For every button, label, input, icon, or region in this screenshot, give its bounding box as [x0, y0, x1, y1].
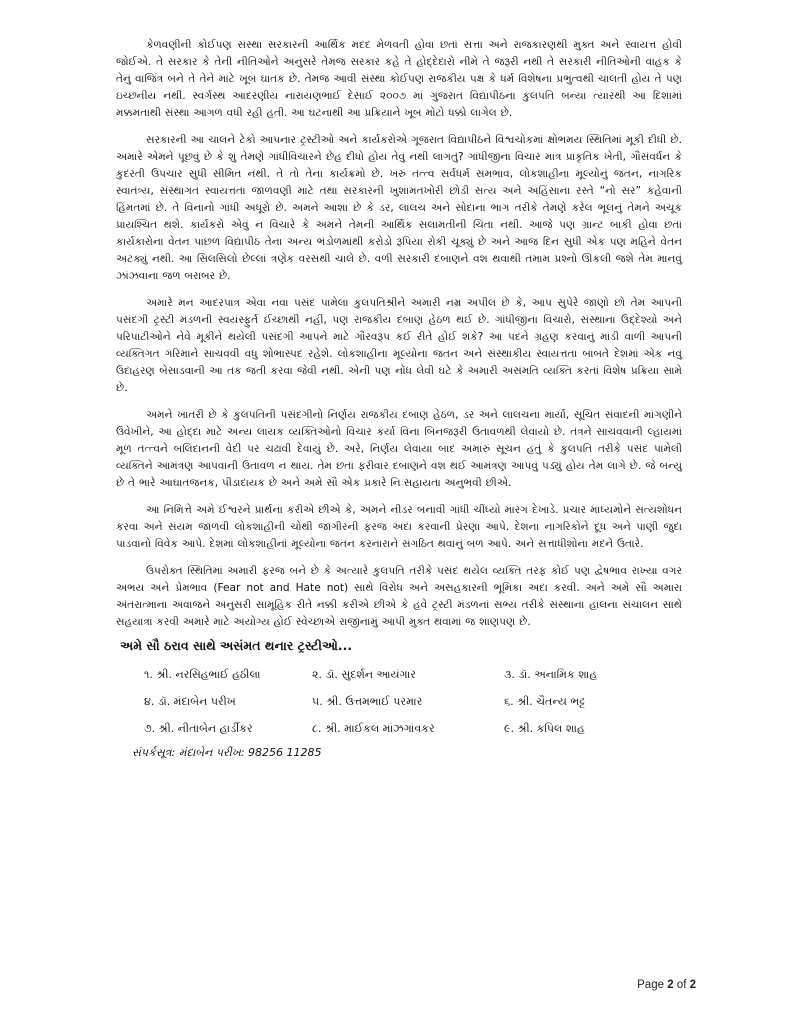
contact-info: સંપર્કસૂત્ર: મંદાબેન પરીખ: 98256 11285: [132, 746, 322, 759]
trustee-name: ૮. શ્રી. માઈકલ માંઝગાંવકર: [312, 721, 435, 735]
paragraph-1: કેળવણીની કોઈપણ સંસ્થા સરકારની આર્થિક મદદ મેળવતી હોવા છતાં સત્તા અને રાજકારણથી મુક્ત અને સ્વાયત્ત હોવી જોઈએ. તે સરકાર કે તેની નીતિઓને અનુસરે તેમજ સરકાર કહે તે હોદ્દેદારો નીમે તે જરૂરી નથી તે સરકારી નીતિઓની વાહક કે તેનું વાજિંત્ર બને તે તેને માટે ખૂબ ઘાતક છે. તેમજ આવી સંસ્થા કોઈપણ રાજકીય પક્ષ કે ધર્મ વિશેષના પ્રભુત્વથી ચાલતી હોય તે પણ ઇચ્છનીય નથી. સ્વર્ગસ્થ આદરણીય નારાયણભાઈ દેસાઈ ૨૦૦૭ માં ગુજરાત વિદ્યાપીઠના કુલપતિ બન્યા ત્યારથી આ દિશામાં મક્કમતાથી સંસ્થા આગળ વધી રહી હતી. આ ઘટનાથી આ પ્રક્રિયાને ખૂબ મોટો ધક્કો લાગેલ છે.: [116, 39, 682, 119]
trustee-name: ૨. ડૉ. સુદર્શન આયંગાર: [312, 667, 416, 681]
letter-body: [116, 37, 682, 760]
trustee-name: ૪. ડૉ. મંદાબેન પરીખ: [144, 694, 236, 708]
paragraph-4: અમને ખાતરી છે કે કુલપતિની પસંદગીનો નિર્ણય રાજકીય દબાણ હેઠળ, ડર અને લાલચના માર્યા, સૂચિત સંવાદની માંગણીને ઉવેખીને, આ હોદ્દા માટે અન્ય લાયક વ્યક્તિઓનો વિચાર કર્યા વિના બિનજરૂરી ઉતાવળથી લેવાયો છે. તંત્રને સાચવવાની લ્હાયમાં મૂળ તત્ત્વને બલિદાનની વેદી પર ચઢાવી દેવાયું છે. અરે, નિર્ણય લેવાયા બાદ અમારું સૂચન હતું કે કુલપતિ તરીકે પસંદ પામેલી વ્યક્તિને આમંત્રણ આપવાની ઉતાવળ ન થાય. તેમ છતાં ફરીવાર દબાણને વશ થઈ આમંત્રણ આપવું પડ્યું હોય તેમ લાગે છે. જે બન્યું છે તે ભારે આઘાતજનક, પીડાદાયક છે અને અમે સૌ એક પ્રકારે નિઃસહાયતા અનુભવી છીએ.: [116, 409, 682, 489]
trustee-name: ૯. શ્રી. કપિલ શાહ: [504, 721, 585, 735]
trustee-row: [144, 661, 664, 688]
trustee-name: ૧. શ્રી. નરસિહભાઈ હઠીલા: [144, 667, 261, 681]
page-number: [637, 979, 696, 991]
page-current: 2: [667, 979, 674, 991]
trustee-name: ૭. શ્રી. નીતાબેન હાર્ડીકર: [144, 721, 253, 735]
trustee-name: ૫. શ્રી. ઉત્તમભાઈ પરમાર: [312, 694, 423, 708]
paragraph-2: સરકારની આ ચાલને ટેકો આપનાર ટ્રસ્ટીઓ અને કાર્યકરોએ ગૂજરાત વિદ્યાપીઠને વિશ્વચોકમાં ક્ષોભમય સ્થિતિમાં મૂકી દીધી છે. અમારે એમને પૂછવું છે કે શું તેમણે ગાંધીવિચારને છેહ દીધો હોય તેવું નથી લાગતું? ગાંધીજીના વિચાર માત્ર પ્રાકૃતિક ખેતી, ગૌસંવર્ધન કે કુદરતી ઉપચાર સુધી સીમિત નથી. તે તો તેના કાર્યક્રમો છે. ખરું તત્ત્વ સર્વધર્મ સમભાવ, લોકશાહીના મૂલ્યોનું જતન, નાગરિક સ્વાતંત્ર્ય, સંસ્થાગત સ્વાયત્તતા જાળવણી માટે તથા સરકારની ખુશામતખોરી છોડી સત્ય અને અહિંસાના રસ્તે “નો સર” કહેવાની હિંમતમાં છે. તે વિનાનો ગાંધી અધૂરો છે. અમને આશા છે કે ડર, લાલચ અને સોદાના ભાગ તરીકે તેમણે કરેલ ભૂલનું તેમને અચૂક પ્રાયશ્ચિત થશે. કાર્યકરો એવું ન વિચારે કે અમને તેમની આર્થિક સલામતીની ચિંતા નથી. આજે પણ ગ્રાન્ટ બાકી હોવા છતાં કાર્યકારોના વેતન પાછળ વિદ્યાપીઠ તેના અન્ય ભંડોળમાંથી કરોડો રૂપિયા રોકી ચૂક્યું છે અને આજ દિન સુધી એક પણ મહિને વેતન અટક્યું નથી. આ સિલસિલો છેલ્લાં ત્રણેક વરસથી ચાલે છે. વળી સરકારી દબાણને વશ થવાથી તમામ પ્રશ્નો ઊકલી જશે તેમ માનવું ઝાંઝવાના જળ બરાબર છે.: [116, 134, 682, 282]
page-of-label: of: [676, 979, 687, 991]
paragraph-5: આ નિમિત્તે અમે ઈશ્વરને પ્રાર્થના કરીએ છીએ કે, અમને નીડર બનાવી ગાંધી ચીંધ્યો મારગ દેખાડે. પ્રચાર માધ્યમોને સત્યશોધન કરવા અને સંયમ જાળવી લોકશાહીની ચોથી જાગીરની ફરજ અદા કરવાની પ્રેરણા આપે. દેશના નાગરિકોને દૂધ અને પાણી જુદા પાડવાનો વિવેક આપે. દેશમાં લોકશાહીનાં મૂલ્યોના જતન કરનારાને સંગઠિત થવાનું બળ આપે. અને સત્તાધીશોના મદને ઉતારે.: [116, 504, 682, 550]
trustees-heading: અમે સૌ ઠરાવ સાથે અસંમત થનાર ટ્રસ્ટીઓ...: [120, 638, 353, 653]
page-total: 2: [689, 979, 696, 991]
trustee-list: [144, 661, 664, 742]
trustee-name: ૬. શ્રી. ચૈતન્ય ભટ્ટ: [504, 694, 586, 708]
page-label: Page: [637, 979, 664, 991]
trustee-row: [144, 688, 664, 715]
paragraph-3: અમારે મન આદરપાત્ર એવા નવા પસંદ પામેલા કુલપતિશ્રીને અમારી નમ્ર અપીલ છે કે, આપ સુપેરે જાણો છો તેમ આપની પસંદગી ટ્રસ્ટી મંડળની સ્વયંસ્ફુર્ત ઈચ્છાથી નહીં, પણ રાજકીય દબાણ હેઠળ થઈ છે. ગાંધીજીના વિચારો, સંસ્થાના ઉદ્દેશ્યો અને પરિપાટીઓને નેવે મૂકીને થયેલી પસંદગી આપને માટે ગૌરવરૂપ કઈ રીતે હોઈ શકે? આ પદને ગ્રહણ કરવાનું માંડી વાળી આપની વ્યક્તિગત ગરિમાને સાચવવી વધુ શોભાસ્પદ રહેશે. લોકશાહીના મૂલ્યોના જતન અને સંસ્થાકીય સ્વાયત્તતા બાબતે દેશમાં એક નવું ઉદાહરણ બેસાડવાની આ તક જતી કરવા જેવી નથી. એની પણ નોંધ લેવી ઘટે કે અમારી અસંમતિ વ્યક્તિ કરતાં વિશેષ પ્રક્રિયા સામે છે.: [116, 297, 682, 394]
trustee-name: ૩. ડૉ. અનામિક શાહ: [504, 667, 598, 681]
paragraph-6: ઉપરોક્ત સ્થિતિમાં અમારી ફરજ બને છે કે અત્યારે કુલપતિ તરીકે પસંદ થયેલ વ્યક્તિ તરફ કોઈ પણ દ્વેષભાવ રાખ્યા વગર અભય અને પ્રેમભાવ (Fear not and Hate not) સાથે વિરોધ અને અસહકારની ભૂમિકા અદા કરવી. અને અમે સૌ અમારા અંતરાત્માના અવાજને અનુસરી સામૂહિક રીતે નક્કી કરીએ છીએ કે હવે ટ્રસ્ટી મંડળનાં સભ્ય તરીકે સંસ્થાના હાલના સંચાલન સાથે સહયાત્રા કરવી અમારે માટે અયોગ્ય હોઈ સ્વેચ્છાએ રાજીનામું આપી મુક્ત થવામાં જ શાણપણ છે.: [116, 565, 682, 628]
trustee-row: [144, 715, 664, 742]
